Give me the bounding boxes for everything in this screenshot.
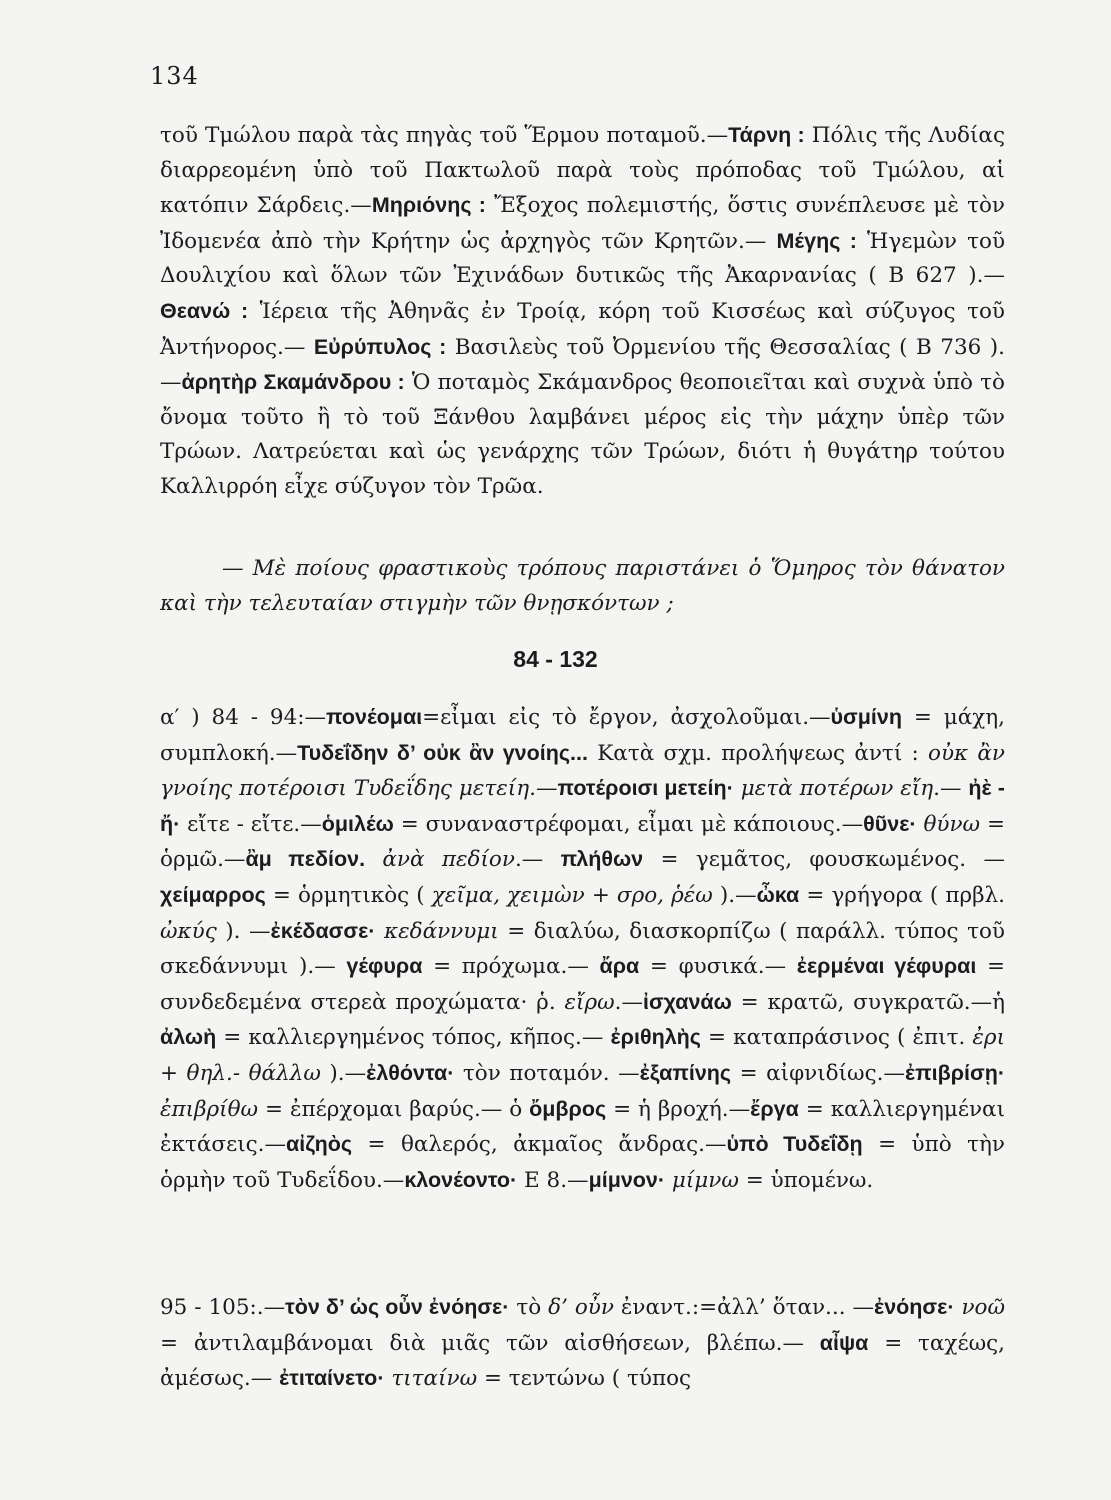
- lemma-term: Μέγης :: [776, 228, 857, 253]
- italic-text: δ’ οὖν: [548, 1295, 614, 1320]
- italic-text: εἴρω: [564, 989, 615, 1015]
- italic-text: τιταίνω: [391, 1366, 478, 1392]
- glossary-paragraph-1: [160, 118, 1005, 505]
- lemma-term: ἀρητὴρ Σκαμάνδρου :: [181, 370, 405, 395]
- gloss-text: = κρατῶ, συγκρατῶ.—ἡ: [731, 989, 1005, 1015]
- lemma-term: γέφυρα: [346, 954, 423, 979]
- gloss-text: α′ ) 84 - 94:—: [160, 705, 327, 730]
- lemma-term: ἐλθόντα·: [366, 1060, 455, 1085]
- lemma-term: ἐκέδασσε·: [270, 918, 376, 943]
- gloss-text: Βασιλεὺς τοῦ Ὀρμενίου τῆς Θεσσαλίας ( Β 736 ).—: [160, 334, 1005, 396]
- lemma-term: Εὐρύπυλος :: [313, 334, 447, 359]
- lemma-term: ὑπὸ Τυδεΐδῃ: [726, 1132, 863, 1157]
- gloss-text: [365, 847, 382, 872]
- gloss-text: = συνδεδεμένα στερεὰ προχώματα· ῥ.: [160, 954, 1005, 1015]
- lemma-term: ἔργα: [750, 1096, 799, 1121]
- lemma-term: τὸν δ’ ὡς οὖν ἐνόησε·: [285, 1295, 510, 1319]
- paragraph-text: [160, 1290, 1005, 1397]
- lemma-term: μίμνον·: [588, 1167, 666, 1192]
- lemma-term: ὑσμίνη: [830, 705, 902, 729]
- lemma-term: ἐτιταίνετο·: [279, 1366, 385, 1391]
- lemma-term: ἐξαπίνης: [639, 1060, 732, 1085]
- gloss-text: [734, 776, 741, 801]
- lemma-term: ἐνόησε·: [874, 1295, 955, 1319]
- gloss-text: = καλλιεργημέναι ἐκτάσεις.—: [160, 1096, 1006, 1158]
- gloss-text: Κατὰ σχμ. προλήψεως ἀντί :: [587, 740, 929, 766]
- gloss-text: ).—: [712, 882, 757, 908]
- section-heading: 84 - 132: [513, 646, 598, 672]
- gloss-text: = ὁρμητικὸς (: [265, 882, 432, 908]
- gloss-text: = τεντώνω ( τύπος: [477, 1366, 692, 1392]
- lemma-term: ὁμιλέω: [321, 811, 394, 836]
- gloss-text: ἐναντ.:=ἀλλ’ ὅταν... —: [613, 1295, 874, 1320]
- gloss-text: = αἰφνιδίως.—: [731, 1060, 905, 1086]
- gloss-text: τὸ: [509, 1295, 549, 1320]
- lemma-term: αἶψα: [819, 1330, 869, 1355]
- lemma-term: ἄρα: [599, 954, 640, 979]
- lemma-term: πονέομαι: [326, 705, 423, 729]
- gloss-text: .—: [529, 776, 558, 802]
- gloss-text: Ὁ ποταμὸς Σκάμανδρος θεοποιεῖται καὶ συχνὰ ὑπὸ τὸ ὄνομα τοῦτο ἢ τὸ τοῦ Ξάνθου λαμβάνει μέρος εἰς τὴν μάχην ὑπὲρ τῶν Τρώων. Λατρεύεται καὶ ὡς γενάρχης τῶν Τρώων, διότι ἡ θυγάτηρ τούτου Καλλιρρόη εἶχε σύζυγον τὸν Τρῶα.: [160, 370, 1005, 499]
- lemma-term: ἐερμέναι γέφυραι: [796, 954, 977, 979]
- lemma-term: ποτέροισι μετείη·: [557, 776, 734, 801]
- gloss-text: = ἀντιλαμβάνομαι διὰ μιᾶς τῶν αἰσθήσεων, βλέπω.—: [160, 1330, 820, 1356]
- gloss-text: = γρήγορα ( πρβλ.: [799, 882, 1005, 908]
- gloss-text: = συναναστρέφομαι, εἶμαι μὲ κάποιους.—: [393, 811, 864, 837]
- gloss-text: = θαλερός, ἀκμαῖος ἄνδρας.—: [352, 1132, 727, 1158]
- gloss-text: = καλλιεργημένος τόπος, κῆπος.—: [216, 1025, 611, 1051]
- italic-text: ἀνὰ πεδίον: [382, 847, 515, 873]
- lemma-term: ἐπιβρίσῃ·: [904, 1060, 1005, 1085]
- lemma-term: ἂμ πεδίον.: [245, 847, 366, 872]
- italic-text: νοῶ: [961, 1295, 1005, 1320]
- lemma-term: Μηριόνης :: [371, 193, 486, 218]
- gloss-text: = πρόχωμα.—: [422, 954, 600, 980]
- italic-text: ἐρι + θηλ.- θάλλω: [160, 1025, 1005, 1086]
- gloss-text: = γεμᾶτος, φουσκωμένος. —: [643, 847, 1005, 873]
- lemma-term: ἐριθηλὴς: [610, 1025, 701, 1050]
- gloss-text: 95 - 105:.—: [160, 1295, 286, 1320]
- gloss-text: εἴτε - εἴτε.—: [180, 811, 322, 837]
- gloss-text: .—: [933, 776, 969, 802]
- lemma-term: κλονέοντο·: [404, 1167, 518, 1192]
- lemma-term: ὦκα: [756, 882, 800, 907]
- lemma-term: ὄμβρος: [529, 1096, 607, 1121]
- lemma-term: θῦνε·: [863, 811, 917, 836]
- gloss-text: = μάχη, συμπλοκή.—: [160, 705, 1005, 766]
- italic-text: μετὰ ποτέρων εἴη: [740, 776, 934, 802]
- glossary-paragraph-3: [160, 1290, 1005, 1397]
- gloss-text: τοῦ Τμώλου παρὰ τὰς πηγὰς τοῦ Ἕρμου ποταμοῦ.—: [160, 123, 729, 148]
- gloss-text: =εἶμαι εἰς τὸ ἔργον, ἀσχολοῦμαι.—: [422, 705, 831, 730]
- italic-text: θύνω: [923, 811, 981, 837]
- gloss-text: = ὑπομένω.: [738, 1167, 874, 1193]
- gloss-text: Πόλις τῆς Λυδίας διαρρεομένη ὑπὸ τοῦ Πακτωλοῦ παρὰ τοὺς πρόποδας τοῦ Τμώλου, αἱ κατόπιν Σάρδεις.—: [160, 123, 1005, 219]
- gloss-text: = καταπράσινος ( ἐπιτ.: [700, 1025, 973, 1051]
- gloss-text: = φυσικά.—: [639, 954, 797, 980]
- italic-text: ὠκύς: [160, 918, 217, 944]
- paragraph-text: [160, 700, 1005, 1198]
- gloss-text: τὸν ποταμόν. —: [454, 1060, 640, 1086]
- gloss-text: = διαλύω, διασκορπίζω ( παράλλ. τύπος τοῦ σκεδάννυμι ).—: [160, 918, 1005, 980]
- gloss-text: = ὑπὸ τὴν ὁρμὴν τοῦ Τυδεΐδου.—: [160, 1132, 1005, 1193]
- lemma-term: ἰσχανάω: [642, 989, 732, 1014]
- lemma-term: ἠὲ - ἤ·: [160, 776, 1005, 836]
- italic-text: μίμνω: [671, 1167, 739, 1193]
- italic-text: χεῖμα, χειμὼν + σρο, ῥέω: [431, 882, 713, 908]
- gloss-text: .—: [614, 989, 643, 1015]
- italic-text: ἐπιβρίθω: [160, 1096, 259, 1122]
- gloss-text: Ἱέρεια τῆς Ἀθηνᾶς ἐν Τροίᾳ, κόρη τοῦ Κισσέως καὶ σύζυγος τοῦ Ἀντήνορος.—: [160, 298, 1005, 360]
- gloss-text: [375, 919, 384, 944]
- italic-text: οὐκ ἂν γνοίης ποτέροισι Τυδεΐδης μετείη: [160, 740, 1005, 802]
- lemma-term: χείμαρρος: [160, 882, 266, 907]
- gloss-text: Ε 8.—: [517, 1167, 589, 1193]
- page-number: 134: [150, 62, 199, 90]
- gloss-text: Ἡγεμὼν τοῦ Δουλιχίου καὶ ὅλων τῶν Ἐχινάδων δυτικῶς τῆς Ἀκαρνανίας ( Β 627 ).—: [160, 228, 1006, 289]
- gloss-text: [665, 1168, 672, 1193]
- lemma-term: πλήθων: [560, 847, 644, 872]
- study-question: — Μὲ ποίους φραστικοὺς τρόπους παριστάνει ὁ Ὅμηρος τὸν θάνατον καὶ τὴν τελευταίαν στιγμὴν τῶν θνῃσκόντων ;: [160, 556, 1005, 616]
- gloss-text: ). —: [216, 918, 271, 944]
- lemma-term: Τάρνη :: [728, 123, 805, 147]
- lemma-term: Τυδεΐδην δ’ οὐκ ἂν γνοίης...: [297, 740, 588, 765]
- lemma-term: Θεανώ :: [160, 298, 249, 323]
- gloss-text: = ἡ βροχή.—: [606, 1096, 751, 1122]
- gloss-text: = ἐπέρχομαι βαρύς.— ὁ: [258, 1096, 530, 1122]
- lemma-term: αἰζηὸς: [286, 1132, 353, 1157]
- gloss-text: Ἔξοχος πολεμιστής, ὅστις συνέπλευσε μὲ τὸν Ἰδομενέα ἀπὸ τὴν Κρήτην ὡς ἀρχηγὸς τῶν Κρητῶν.—: [160, 193, 1005, 254]
- paragraph-text: [160, 118, 1005, 505]
- lemma-term: ἀλωὴ: [160, 1025, 217, 1050]
- glossary-paragraph-2: [160, 700, 1005, 1198]
- gloss-text: = ὁρμῶ.—: [160, 811, 1005, 873]
- gloss-text: ).—: [320, 1060, 367, 1086]
- gloss-text: = ταχέως, ἀμέσως.—: [160, 1330, 1006, 1392]
- gloss-text: .—: [514, 847, 561, 873]
- italic-text: κεδάννυμι: [384, 918, 499, 944]
